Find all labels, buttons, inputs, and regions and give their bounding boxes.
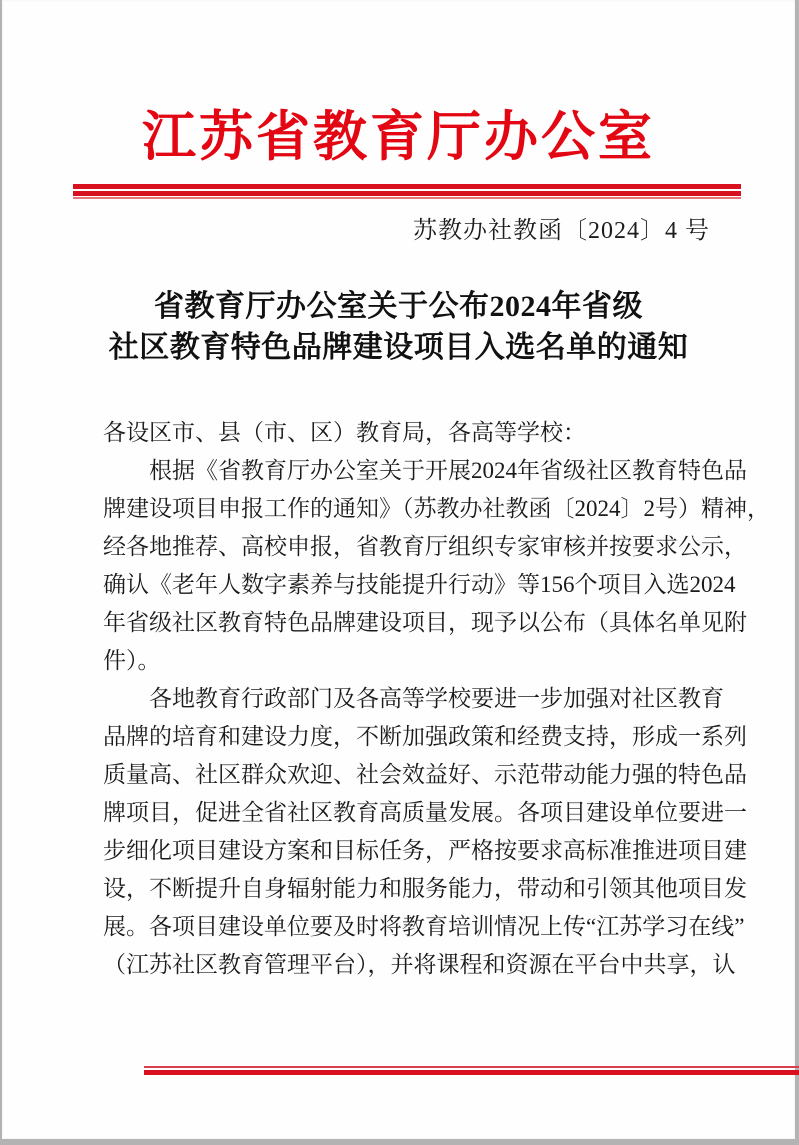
- document-title: [2, 286, 795, 368]
- red-separator-top-thin-line: [73, 197, 741, 199]
- agency-header: 江苏省教育厅办公室: [142, 107, 655, 167]
- body-line: 品牌的培育和建设力度，不断加强政策和经费支持，形成一系列: [103, 724, 747, 749]
- body-line: 质量高、社区群众欢迎、社会效益好、示范带动能力强的特色品: [103, 762, 747, 787]
- body-line: 根据《省教育厅办公室关于开展2024年省级社区教育特色品: [149, 458, 747, 483]
- body-line: 步细化项目建设方案和目标任务，严格按要求高标准推进项目建: [103, 838, 747, 863]
- document-number: 苏教办社教函〔2024〕4 号: [413, 218, 710, 244]
- body-line: 牌建设项目申报工作的通知》（苏教办社教函〔2024〕2号）精神，: [103, 496, 770, 521]
- red-separator-top: [73, 184, 741, 199]
- body-line: （江苏社区教育管理平台），并将课程和资源在平台中共享，认: [103, 952, 736, 977]
- body-line: 各地教育行政部门及各高等学校要进一步加强对社区教育: [149, 686, 724, 711]
- document-page: [2, 0, 795, 1139]
- document-title-line-1: 省教育厅办公室关于公布2024年省级: [154, 290, 643, 323]
- red-separator-bottom-bar: [144, 1070, 799, 1075]
- body-line: 年省级社区教育特色品牌建设项目，现予以公布（具体名单见附: [103, 610, 747, 635]
- body-line: 展。各项目建设单位要及时将教育培训情况上传“江苏学习在线”: [103, 914, 745, 939]
- document-title-line-2: 社区教育特色品牌建设项目入选名单的通知: [108, 331, 689, 364]
- document-body: [103, 414, 770, 984]
- body-line: 件）。: [103, 648, 161, 673]
- body-line: 设，不断提升自身辐射能力和服务能力，带动和引领其他项目发: [103, 876, 747, 901]
- body-line: 经各地推荐、高校申报，省教育厅组织专家审核并按要求公示，: [103, 534, 747, 559]
- body-line: 确认《老年人数字素养与技能提升行动》等156个项目入选2024: [103, 572, 736, 597]
- body-line: 牌项目，促进全省社区教育高质量发展。各项目建设单位要进一: [103, 800, 747, 825]
- red-separator-bottom: [144, 1066, 799, 1075]
- body-salutation: 各设区市、县（市、区）教育局，各高等学校：: [103, 420, 586, 445]
